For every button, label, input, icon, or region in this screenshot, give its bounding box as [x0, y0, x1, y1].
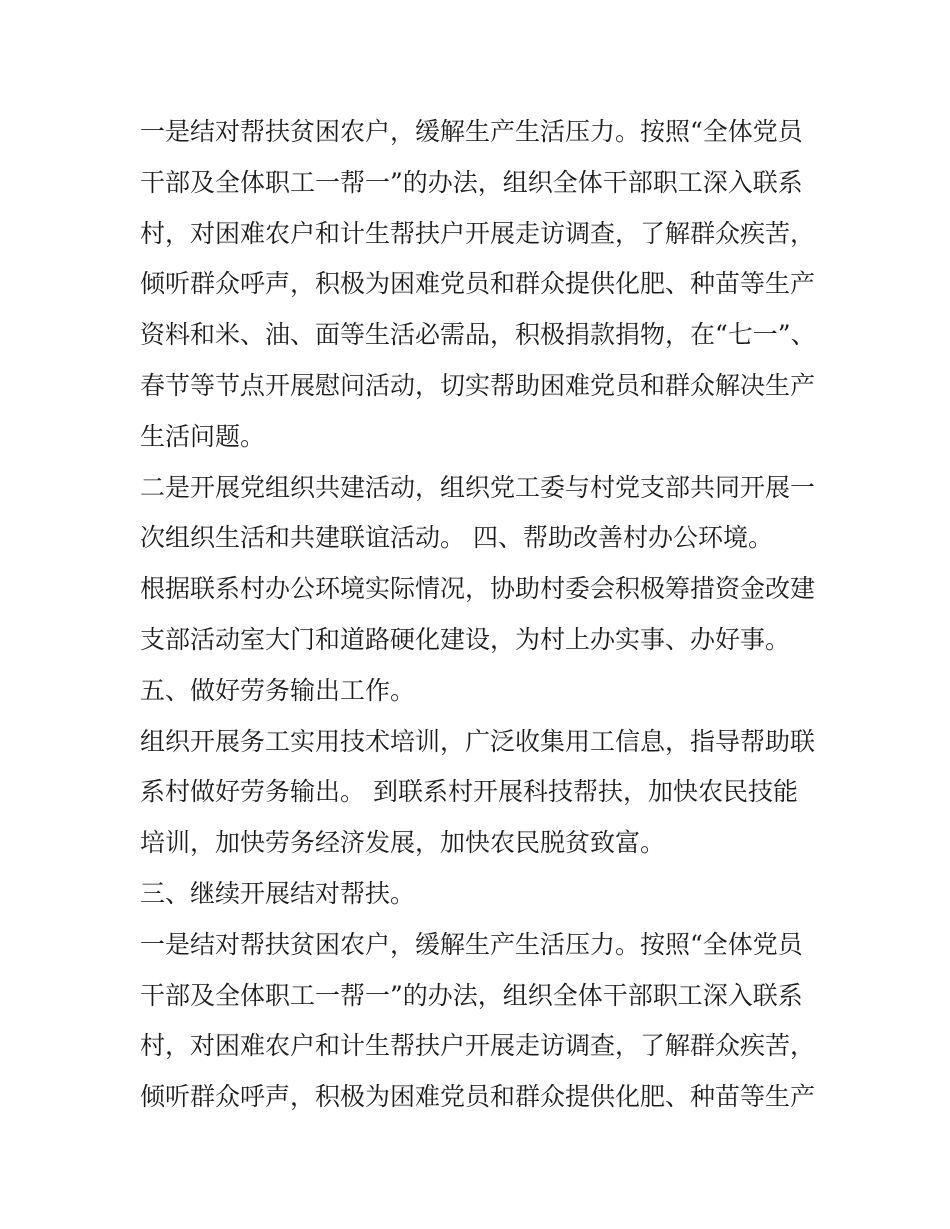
text-line: 干部及全体职工一帮一”的办法，组织全体干部职工深入联系 [140, 980, 803, 1010]
text-line: 培训，加快劳务经济发展，加快农民脱贫致富。 [140, 828, 666, 858]
text-line: 二是开展党组织共建活动，组织党工委与村党支部共同开展一 [140, 472, 816, 502]
text-line: 干部及全体职工一帮一”的办法，组织全体干部职工深入联系 [140, 167, 803, 197]
text-line: 资料和米、油、面等生活必需品，积极捐款捐物，在“七一”、 [140, 320, 816, 350]
text-line: 根据联系村办公环境实际情况，协助村委会积极筹措资金改建 [140, 574, 816, 604]
text-line: 次组织生活和共建联谊活动。 四、帮助改善村办公环境。 [140, 523, 773, 553]
text-line: 倾听群众呼声，积极为困难党员和群众提供化肥、种苗等生产 [140, 1082, 816, 1112]
text-line: 春节等节点开展慰问活动，切实帮助困难党员和群众解决生产 [140, 370, 816, 400]
section-heading: 三、继续开展结对帮扶。 [140, 878, 416, 908]
text-line: 村，对困难农户和计生帮扶户开展走访调查，了解群众疾苦， [140, 218, 816, 248]
text-line: 村，对困难农户和计生帮扶户开展走访调查，了解群众疾苦， [140, 1031, 816, 1061]
text-line: 组织开展务工实用技术培训，广泛收集用工信息，指导帮助联 [140, 726, 816, 756]
document-body [140, 107, 820, 1123]
text-line: 系村做好劳务输出。 到联系村开展科技帮扶，加快农民技能 [140, 777, 798, 807]
section-heading: 五、做好劳务输出工作。 [140, 675, 416, 705]
text-line: 生活问题。 [140, 421, 266, 451]
text-line: 倾听群众呼声，积极为困难党员和群众提供化肥、种苗等生产 [140, 269, 816, 299]
text-line: 一是结对帮扶贫困农户，缓解生产生活压力。按照“全体党员 [140, 929, 803, 959]
text-line: 一是结对帮扶贫困农户，缓解生产生活压力。按照“全体党员 [140, 117, 803, 146]
text-line: 支部活动室大门和道路硬化建设，为村上办实事、办好事。 [140, 624, 791, 654]
